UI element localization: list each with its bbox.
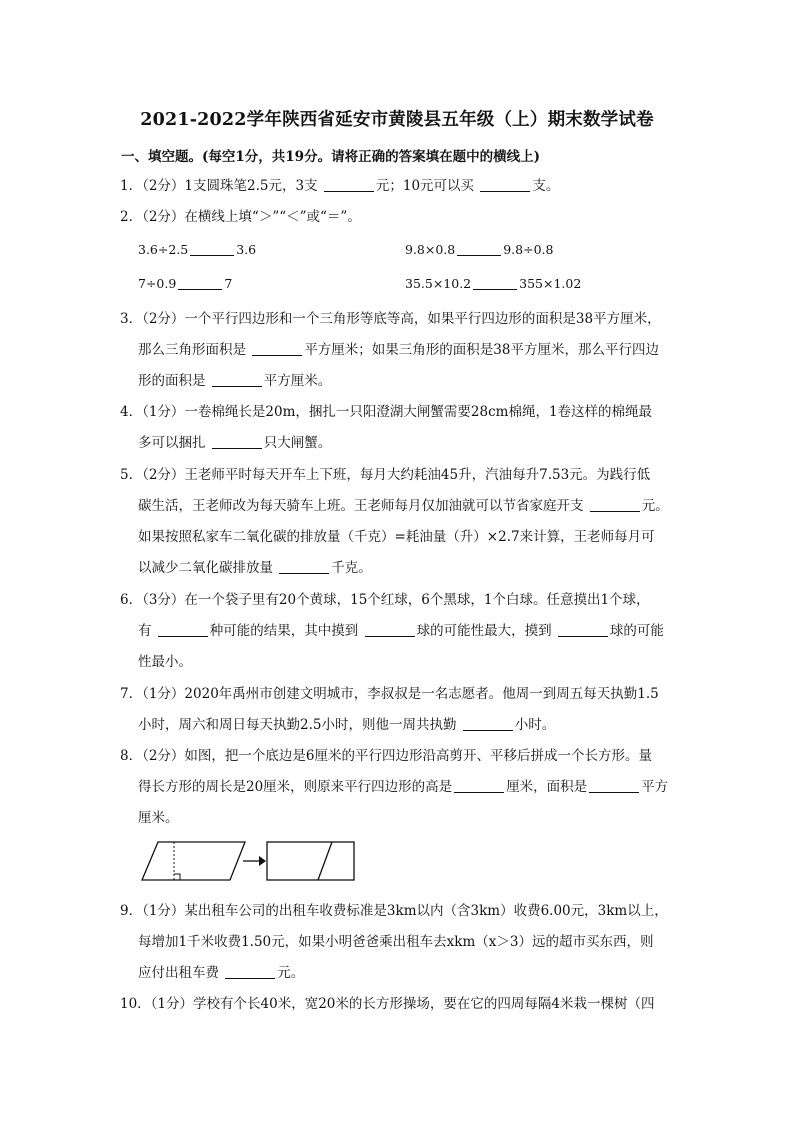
question-1: [120, 171, 680, 202]
q9-line-1: 9．（1分）某出租车公司的出租车收费标准是3km以内（含3km）收费6.00元，3km以上，: [120, 903, 668, 919]
compare-left: 3.6÷2.5: [138, 242, 189, 257]
compare-right: 9.8÷0.8: [503, 242, 554, 257]
q4-text: 只大闸蟹。: [263, 435, 332, 451]
compare-right: 7: [224, 276, 233, 291]
q8-text: 厘米，面积是: [506, 779, 588, 795]
question-5: [120, 460, 680, 584]
question-6: [120, 585, 680, 678]
q7-text: 小时，周六和周日每天执勤2.5小时，则他一周共执勤: [138, 717, 461, 733]
compare-left: 9.8×0.8: [405, 242, 456, 257]
answer-blank: [457, 241, 501, 256]
question-2: [120, 202, 680, 233]
answer-blank: [365, 622, 415, 637]
q6-text: 种可能的结果，其中摸到: [209, 623, 363, 639]
q5-text: 以减少二氧化碳排放量: [138, 560, 278, 576]
q1-text-b: 元；10元可以买: [375, 178, 479, 194]
q5-text: 元。: [641, 498, 669, 514]
answer-blank: [212, 372, 262, 387]
compare-right: 355×1.02: [519, 276, 582, 291]
compare-item: [138, 275, 232, 291]
cut-line: [318, 842, 332, 880]
answer-blank: [480, 177, 530, 192]
answer-blank: [212, 434, 262, 449]
answer-blank: [158, 622, 208, 637]
q8-line-3: 厘米。: [138, 810, 179, 826]
q9-text: 元。: [277, 965, 305, 981]
question-10: [120, 989, 680, 1020]
answer-blank: [252, 341, 302, 356]
arrow-head-icon: [259, 856, 266, 866]
compare-right: 3.6: [236, 242, 257, 257]
parallelogram-to-rectangle-figure: [140, 838, 360, 886]
answer-blank: [454, 778, 504, 793]
answer-blank: [190, 241, 234, 256]
answer-blank: [558, 622, 608, 637]
q9-line-2: 每增加1千米收费1.50元，如果小明爸爸乘出租车去xkm（x＞3）远的超市买东西，则: [138, 934, 654, 950]
compare-left: 7÷0.9: [138, 276, 177, 291]
q5-line-3: 如果按照私家车二氧化碳的排放量（千克）=耗油量（升）×2.7来计算，王老师每月可: [138, 529, 655, 545]
section-heading: 一、填空题。(每空1分，共19分。请将正确的答案填在题中的横线上): [121, 149, 540, 165]
q3-text: 那么三角形面积是: [138, 342, 251, 358]
q8-text: 平方: [641, 779, 669, 795]
answer-blank: [473, 275, 517, 290]
page-title: 2021-2022学年陕西省延安市黄陵县五年级（上）期末数学试卷: [140, 110, 654, 130]
q6-line-3: 性最小。: [138, 654, 192, 670]
q4-line-1: 4．（1分）一卷棉绳长是20m，捆扎一只阳澄湖大闸蟹需要28cm棉绳，1卷这样的棉绳最: [120, 404, 653, 420]
q10-line-1: 10．（1分）学校有个长40米，宽20米的长方形操场，要在它的四周每隔4米栽一棵树（四: [120, 996, 655, 1012]
q2-text: 2．（2分）在横线上填“＞”“＜”或“＝”。: [120, 209, 361, 225]
q7-text: 小时。: [514, 717, 556, 733]
question-9: [120, 896, 680, 989]
q8-line-1: 8．（2分）如图，把一个底边是6厘米的平行四边形沿高剪开、平移后拼成一个长方形。量: [120, 748, 653, 764]
q6-text: 球的可能: [609, 623, 664, 639]
q1-text-c: 支。: [532, 178, 560, 194]
question-4: [120, 397, 680, 459]
answer-blank: [279, 559, 329, 574]
rectangle-shape: [267, 842, 354, 880]
answer-blank: [589, 778, 639, 793]
answer-blank: [324, 177, 374, 192]
q3-text: 平方厘米。: [263, 373, 332, 389]
question-7: [120, 679, 680, 741]
q5-line-1: 5．（2分）王老师平时每天开车上下班，每月大约耗油45升，汽油每升7.53元。为践行低: [120, 467, 651, 483]
question-8: [120, 741, 680, 834]
question-3: [120, 304, 680, 397]
answer-blank: [225, 964, 275, 979]
q5-text: 千克。: [331, 560, 372, 576]
q5-text: 碳生活，王老师改为每天骑车上班。王老师每月仅加油就可以节省家庭开支: [138, 498, 588, 514]
compare-left: 35.5×10.2: [405, 276, 472, 291]
right-angle-mark: [174, 874, 180, 880]
answer-blank: [590, 497, 640, 512]
q6-text: 有: [138, 623, 156, 639]
q3-line-1: 3．（2分）一个平行四边形和一个三角形等底等高，如果平行四边形的面积是38平方厘米，: [120, 311, 661, 327]
q8-text: 得长方形的周长是20厘米，则原来平行四边形的高是: [138, 779, 453, 795]
parallelogram-shape: [142, 842, 245, 880]
answer-blank: [463, 716, 513, 731]
q3-text: 平方厘米；如果三角形的面积是38平方厘米，那么平行四边: [304, 342, 659, 358]
q6-line-1: 6．（3分）在一个袋子里有20个黄球，15个红球，6个黑球，1个白球。任意摸出1个球，: [120, 592, 650, 608]
q3-text: 形的面积是: [138, 373, 210, 389]
q9-text: 应付出租车费: [138, 965, 224, 981]
compare-item: [405, 275, 581, 291]
q1-text-a: 1．（2分）1支圆珠笔2.5元，3支: [120, 178, 322, 194]
compare-item: [405, 241, 553, 257]
q4-text: 多可以捆扎: [138, 435, 210, 451]
q6-text: 球的可能性最大，摸到: [416, 623, 556, 639]
compare-item: [138, 241, 256, 257]
q7-line-1: 7．（1分）2020年禹州市创建文明城市，李叔叔是一名志愿者。他周一到周五每天执勤1.5: [120, 686, 659, 702]
answer-blank: [178, 275, 222, 290]
